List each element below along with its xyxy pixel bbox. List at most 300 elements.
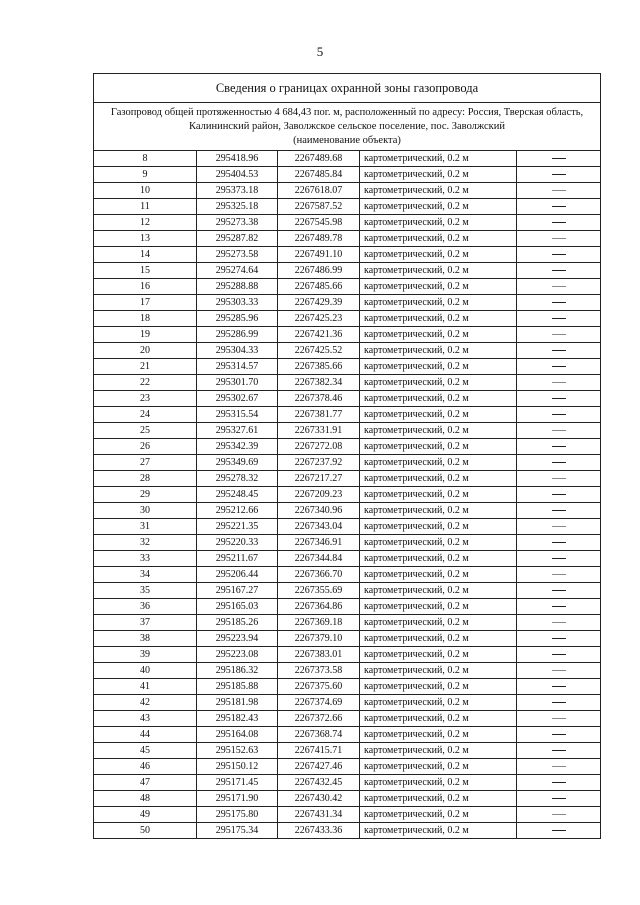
table-row <box>94 295 601 311</box>
description-cell <box>517 295 601 311</box>
y-coordinate-cell: 2267489.78 <box>278 231 360 247</box>
dash-mark <box>552 366 566 367</box>
description-cell <box>517 567 601 583</box>
method-cell: картометрический, 0.2 м <box>360 519 517 535</box>
dash-mark <box>552 414 566 415</box>
description-cell <box>517 743 601 759</box>
dash-mark <box>552 270 566 271</box>
x-coordinate-cell: 295221.35 <box>197 519 278 535</box>
point-number-cell: 45 <box>94 743 197 759</box>
description-cell <box>517 695 601 711</box>
description-cell <box>517 487 601 503</box>
y-coordinate-cell: 2267425.52 <box>278 343 360 359</box>
description-cell <box>517 791 601 807</box>
table-title: Сведения о границах охранной зоны газопровода <box>94 74 601 103</box>
point-number-cell: 47 <box>94 775 197 791</box>
y-coordinate-cell: 2267344.84 <box>278 551 360 567</box>
x-coordinate-cell: 295287.82 <box>197 231 278 247</box>
x-coordinate-cell: 295248.45 <box>197 487 278 503</box>
y-coordinate-cell: 2267382.34 <box>278 375 360 391</box>
dash-mark <box>552 542 566 543</box>
description-cell <box>517 551 601 567</box>
dash-mark <box>552 462 566 463</box>
point-number-cell: 18 <box>94 311 197 327</box>
table-row <box>94 215 601 231</box>
y-coordinate-cell: 2267429.39 <box>278 295 360 311</box>
table-row <box>94 199 601 215</box>
y-coordinate-cell: 2267217.27 <box>278 471 360 487</box>
dash-mark <box>552 814 566 815</box>
table-row <box>94 343 601 359</box>
table-row <box>94 391 601 407</box>
point-number-cell: 23 <box>94 391 197 407</box>
x-coordinate-cell: 295373.18 <box>197 183 278 199</box>
y-coordinate-cell: 2267346.91 <box>278 535 360 551</box>
dash-mark <box>552 718 566 719</box>
dash-mark <box>552 430 566 431</box>
x-coordinate-cell: 295175.80 <box>197 807 278 823</box>
table-row <box>94 407 601 423</box>
description-cell <box>517 583 601 599</box>
method-cell: картометрический, 0.2 м <box>360 183 517 199</box>
point-number-cell: 11 <box>94 199 197 215</box>
point-number-cell: 49 <box>94 807 197 823</box>
description-cell <box>517 471 601 487</box>
dash-mark <box>552 254 566 255</box>
point-number-cell: 15 <box>94 263 197 279</box>
table-row <box>94 679 601 695</box>
table-row <box>94 567 601 583</box>
y-coordinate-cell: 2267379.10 <box>278 631 360 647</box>
x-coordinate-cell: 295274.64 <box>197 263 278 279</box>
description-cell <box>517 231 601 247</box>
x-coordinate-cell: 295171.45 <box>197 775 278 791</box>
table-row <box>94 711 601 727</box>
description-cell <box>517 279 601 295</box>
point-number-cell: 36 <box>94 599 197 615</box>
dash-mark <box>552 206 566 207</box>
y-coordinate-cell: 2267368.74 <box>278 727 360 743</box>
y-coordinate-cell: 2267372.66 <box>278 711 360 727</box>
point-number-cell: 40 <box>94 663 197 679</box>
dash-mark <box>552 638 566 639</box>
x-coordinate-cell: 295278.32 <box>197 471 278 487</box>
point-number-cell: 17 <box>94 295 197 311</box>
dash-mark <box>552 238 566 239</box>
description-cell <box>517 647 601 663</box>
x-coordinate-cell: 295211.67 <box>197 551 278 567</box>
point-number-cell: 50 <box>94 823 197 839</box>
point-number-cell: 43 <box>94 711 197 727</box>
method-cell: картометрический, 0.2 м <box>360 807 517 823</box>
y-coordinate-cell: 2267355.69 <box>278 583 360 599</box>
point-number-cell: 48 <box>94 791 197 807</box>
dash-mark <box>552 478 566 479</box>
table-row <box>94 279 601 295</box>
table-body <box>94 74 601 839</box>
method-cell: картометрический, 0.2 м <box>360 679 517 695</box>
object-description <box>94 103 601 151</box>
y-coordinate-cell: 2267431.34 <box>278 807 360 823</box>
method-cell: картометрический, 0.2 м <box>360 615 517 631</box>
description-cell <box>517 359 601 375</box>
table-row <box>94 663 601 679</box>
table-row <box>94 823 601 839</box>
dash-mark <box>552 286 566 287</box>
table-row <box>94 807 601 823</box>
table-row <box>94 503 601 519</box>
method-cell: картометрический, 0.2 м <box>360 375 517 391</box>
description-cell <box>517 215 601 231</box>
x-coordinate-cell: 295273.58 <box>197 247 278 263</box>
point-number-cell: 16 <box>94 279 197 295</box>
y-coordinate-cell: 2267364.86 <box>278 599 360 615</box>
method-cell: картометрический, 0.2 м <box>360 247 517 263</box>
table-row <box>94 695 601 711</box>
method-cell: картометрический, 0.2 м <box>360 599 517 615</box>
y-coordinate-cell: 2267430.42 <box>278 791 360 807</box>
x-coordinate-cell: 295286.99 <box>197 327 278 343</box>
object-description-line-2: Калининский район, Заволжское сельское поселение, пос. Заволжский <box>189 120 505 132</box>
method-cell: картометрический, 0.2 м <box>360 455 517 471</box>
point-number-cell: 32 <box>94 535 197 551</box>
description-cell <box>517 599 601 615</box>
description-cell <box>517 183 601 199</box>
method-cell: картометрический, 0.2 м <box>360 647 517 663</box>
method-cell: картометрический, 0.2 м <box>360 775 517 791</box>
point-number-cell: 22 <box>94 375 197 391</box>
dash-mark <box>552 654 566 655</box>
page-number: 5 <box>316 44 324 59</box>
y-coordinate-cell: 2267343.04 <box>278 519 360 535</box>
x-coordinate-cell: 295304.33 <box>197 343 278 359</box>
description-cell <box>517 407 601 423</box>
x-coordinate-cell: 295303.33 <box>197 295 278 311</box>
point-number-cell: 41 <box>94 679 197 695</box>
subtitle-row <box>94 103 601 151</box>
method-cell: картометрический, 0.2 м <box>360 759 517 775</box>
table-row <box>94 167 601 183</box>
x-coordinate-cell: 295302.67 <box>197 391 278 407</box>
method-cell: картометрический, 0.2 м <box>360 743 517 759</box>
table-row <box>94 311 601 327</box>
method-cell: картометрический, 0.2 м <box>360 199 517 215</box>
description-cell <box>517 519 601 535</box>
method-cell: картометрический, 0.2 м <box>360 439 517 455</box>
method-cell: картометрический, 0.2 м <box>360 567 517 583</box>
description-cell <box>517 391 601 407</box>
x-coordinate-cell: 295342.39 <box>197 439 278 455</box>
point-number-cell: 9 <box>94 167 197 183</box>
description-cell <box>517 535 601 551</box>
table-row <box>94 647 601 663</box>
y-coordinate-cell: 2267340.96 <box>278 503 360 519</box>
table-row <box>94 263 601 279</box>
x-coordinate-cell: 295175.34 <box>197 823 278 839</box>
point-number-cell: 38 <box>94 631 197 647</box>
method-cell: картометрический, 0.2 м <box>360 343 517 359</box>
method-cell: картометрический, 0.2 м <box>360 359 517 375</box>
x-coordinate-cell: 295171.90 <box>197 791 278 807</box>
point-number-cell: 8 <box>94 151 197 167</box>
description-cell <box>517 263 601 279</box>
point-number-cell: 24 <box>94 407 197 423</box>
table-row <box>94 231 601 247</box>
y-coordinate-cell: 2267331.91 <box>278 423 360 439</box>
dash-mark <box>552 350 566 351</box>
table-row <box>94 151 601 167</box>
x-coordinate-cell: 295181.98 <box>197 695 278 711</box>
dash-mark <box>552 446 566 447</box>
dash-mark <box>552 670 566 671</box>
method-cell: картометрический, 0.2 м <box>360 327 517 343</box>
dash-mark <box>552 830 566 831</box>
point-number-cell: 13 <box>94 231 197 247</box>
dash-mark <box>552 526 566 527</box>
method-cell: картометрический, 0.2 м <box>360 231 517 247</box>
description-cell <box>517 711 601 727</box>
x-coordinate-cell: 295185.88 <box>197 679 278 695</box>
x-coordinate-cell: 295349.69 <box>197 455 278 471</box>
table-row <box>94 775 601 791</box>
description-cell <box>517 375 601 391</box>
point-number-cell: 34 <box>94 567 197 583</box>
x-coordinate-cell: 295165.03 <box>197 599 278 615</box>
point-number-cell: 21 <box>94 359 197 375</box>
y-coordinate-cell: 2267489.68 <box>278 151 360 167</box>
point-number-cell: 33 <box>94 551 197 567</box>
description-cell <box>517 247 601 263</box>
y-coordinate-cell: 2267272.08 <box>278 439 360 455</box>
x-coordinate-cell: 295220.33 <box>197 535 278 551</box>
y-coordinate-cell: 2267485.84 <box>278 167 360 183</box>
description-cell <box>517 327 601 343</box>
table-row <box>94 535 601 551</box>
y-coordinate-cell: 2267385.66 <box>278 359 360 375</box>
y-coordinate-cell: 2267587.52 <box>278 199 360 215</box>
dash-mark <box>552 590 566 591</box>
dash-mark <box>552 702 566 703</box>
point-number-cell: 19 <box>94 327 197 343</box>
point-number-cell: 10 <box>94 183 197 199</box>
y-coordinate-cell: 2267366.70 <box>278 567 360 583</box>
dash-mark <box>552 686 566 687</box>
point-number-cell: 44 <box>94 727 197 743</box>
description-cell <box>517 167 601 183</box>
method-cell: картометрический, 0.2 м <box>360 167 517 183</box>
description-cell <box>517 807 601 823</box>
method-cell: картометрический, 0.2 м <box>360 631 517 647</box>
table-row <box>94 471 601 487</box>
x-coordinate-cell: 295167.27 <box>197 583 278 599</box>
description-cell <box>517 199 601 215</box>
title-row <box>94 74 601 103</box>
x-coordinate-cell: 295314.57 <box>197 359 278 375</box>
y-coordinate-cell: 2267378.46 <box>278 391 360 407</box>
table-row <box>94 359 601 375</box>
y-coordinate-cell: 2267618.07 <box>278 183 360 199</box>
table-row <box>94 423 601 439</box>
table-row <box>94 791 601 807</box>
boundary-table <box>93 73 601 839</box>
method-cell: картометрический, 0.2 м <box>360 151 517 167</box>
method-cell: картометрический, 0.2 м <box>360 295 517 311</box>
table-row <box>94 551 601 567</box>
y-coordinate-cell: 2267415.71 <box>278 743 360 759</box>
dash-mark <box>552 222 566 223</box>
x-coordinate-cell: 295223.94 <box>197 631 278 647</box>
dash-mark <box>552 750 566 751</box>
table-row <box>94 519 601 535</box>
dash-mark <box>552 798 566 799</box>
y-coordinate-cell: 2267383.01 <box>278 647 360 663</box>
x-coordinate-cell: 295164.08 <box>197 727 278 743</box>
description-cell <box>517 823 601 839</box>
x-coordinate-cell: 295223.08 <box>197 647 278 663</box>
table-row <box>94 439 601 455</box>
x-coordinate-cell: 295404.53 <box>197 167 278 183</box>
description-cell <box>517 631 601 647</box>
point-number-cell: 35 <box>94 583 197 599</box>
method-cell: картометрический, 0.2 м <box>360 711 517 727</box>
table-row <box>94 727 601 743</box>
dash-mark <box>552 302 566 303</box>
dash-mark <box>552 766 566 767</box>
point-number-cell: 39 <box>94 647 197 663</box>
method-cell: картометрический, 0.2 м <box>360 791 517 807</box>
dash-mark <box>552 318 566 319</box>
dash-mark <box>552 574 566 575</box>
point-number-cell: 14 <box>94 247 197 263</box>
method-cell: картометрический, 0.2 м <box>360 487 517 503</box>
x-coordinate-cell: 295418.96 <box>197 151 278 167</box>
dash-mark <box>552 158 566 159</box>
point-number-cell: 42 <box>94 695 197 711</box>
method-cell: картометрический, 0.2 м <box>360 391 517 407</box>
y-coordinate-cell: 2267485.66 <box>278 279 360 295</box>
dash-mark <box>552 174 566 175</box>
point-number-cell: 27 <box>94 455 197 471</box>
method-cell: картометрический, 0.2 м <box>360 663 517 679</box>
table-row <box>94 599 601 615</box>
method-cell: картометрический, 0.2 м <box>360 263 517 279</box>
point-number-cell: 28 <box>94 471 197 487</box>
table-row <box>94 583 601 599</box>
y-coordinate-cell: 2267432.45 <box>278 775 360 791</box>
description-cell <box>517 775 601 791</box>
x-coordinate-cell: 295206.44 <box>197 567 278 583</box>
y-coordinate-cell: 2267209.23 <box>278 487 360 503</box>
y-coordinate-cell: 2267373.58 <box>278 663 360 679</box>
x-coordinate-cell: 295152.63 <box>197 743 278 759</box>
description-cell <box>517 663 601 679</box>
y-coordinate-cell: 2267433.36 <box>278 823 360 839</box>
x-coordinate-cell: 295285.96 <box>197 311 278 327</box>
object-name-caption: (наименование объекта) <box>293 134 401 146</box>
y-coordinate-cell: 2267545.98 <box>278 215 360 231</box>
method-cell: картометрический, 0.2 м <box>360 311 517 327</box>
y-coordinate-cell: 2267375.60 <box>278 679 360 695</box>
method-cell: картометрический, 0.2 м <box>360 503 517 519</box>
dash-mark <box>552 606 566 607</box>
x-coordinate-cell: 295186.32 <box>197 663 278 679</box>
table-row <box>94 327 601 343</box>
description-cell <box>517 727 601 743</box>
point-number-cell: 12 <box>94 215 197 231</box>
method-cell: картометрический, 0.2 м <box>360 279 517 295</box>
x-coordinate-cell: 295315.54 <box>197 407 278 423</box>
point-number-cell: 46 <box>94 759 197 775</box>
dash-mark <box>552 382 566 383</box>
method-cell: картометрический, 0.2 м <box>360 535 517 551</box>
table-row <box>94 183 601 199</box>
description-cell <box>517 503 601 519</box>
x-coordinate-cell: 295150.12 <box>197 759 278 775</box>
table-row <box>94 615 601 631</box>
y-coordinate-cell: 2267237.92 <box>278 455 360 471</box>
description-cell <box>517 343 601 359</box>
point-number-cell: 30 <box>94 503 197 519</box>
method-cell: картометрический, 0.2 м <box>360 423 517 439</box>
y-coordinate-cell: 2267381.77 <box>278 407 360 423</box>
description-cell <box>517 423 601 439</box>
point-number-cell: 26 <box>94 439 197 455</box>
method-cell: картометрический, 0.2 м <box>360 471 517 487</box>
dash-mark <box>552 190 566 191</box>
description-cell <box>517 759 601 775</box>
x-coordinate-cell: 295182.43 <box>197 711 278 727</box>
point-number-cell: 20 <box>94 343 197 359</box>
x-coordinate-cell: 295273.38 <box>197 215 278 231</box>
dash-mark <box>552 622 566 623</box>
point-number-cell: 31 <box>94 519 197 535</box>
y-coordinate-cell: 2267491.10 <box>278 247 360 263</box>
dash-mark <box>552 334 566 335</box>
point-number-cell: 25 <box>94 423 197 439</box>
method-cell: картометрический, 0.2 м <box>360 551 517 567</box>
method-cell: картометрический, 0.2 м <box>360 215 517 231</box>
object-description-line-1: Газопровод общей протяженностью 4 684,43 пог. м, расположенный по адресу: Россия, Тверская область, <box>110 106 584 118</box>
x-coordinate-cell: 295325.18 <box>197 199 278 215</box>
dash-mark <box>552 782 566 783</box>
y-coordinate-cell: 2267425.23 <box>278 311 360 327</box>
table-row <box>94 743 601 759</box>
dash-mark <box>552 510 566 511</box>
method-cell: картометрический, 0.2 м <box>360 407 517 423</box>
y-coordinate-cell: 2267374.69 <box>278 695 360 711</box>
y-coordinate-cell: 2267369.18 <box>278 615 360 631</box>
point-number-cell: 37 <box>94 615 197 631</box>
table-row <box>94 759 601 775</box>
description-cell <box>517 679 601 695</box>
table-row <box>94 375 601 391</box>
description-cell <box>517 151 601 167</box>
description-cell <box>517 439 601 455</box>
x-coordinate-cell: 295301.70 <box>197 375 278 391</box>
description-cell <box>517 311 601 327</box>
description-cell <box>517 615 601 631</box>
method-cell: картометрический, 0.2 м <box>360 727 517 743</box>
table-row <box>94 455 601 471</box>
x-coordinate-cell: 295185.26 <box>197 615 278 631</box>
method-cell: картометрический, 0.2 м <box>360 583 517 599</box>
x-coordinate-cell: 295288.88 <box>197 279 278 295</box>
method-cell: картометрический, 0.2 м <box>360 695 517 711</box>
x-coordinate-cell: 295212.66 <box>197 503 278 519</box>
method-cell: картометрический, 0.2 м <box>360 823 517 839</box>
description-cell <box>517 455 601 471</box>
y-coordinate-cell: 2267427.46 <box>278 759 360 775</box>
